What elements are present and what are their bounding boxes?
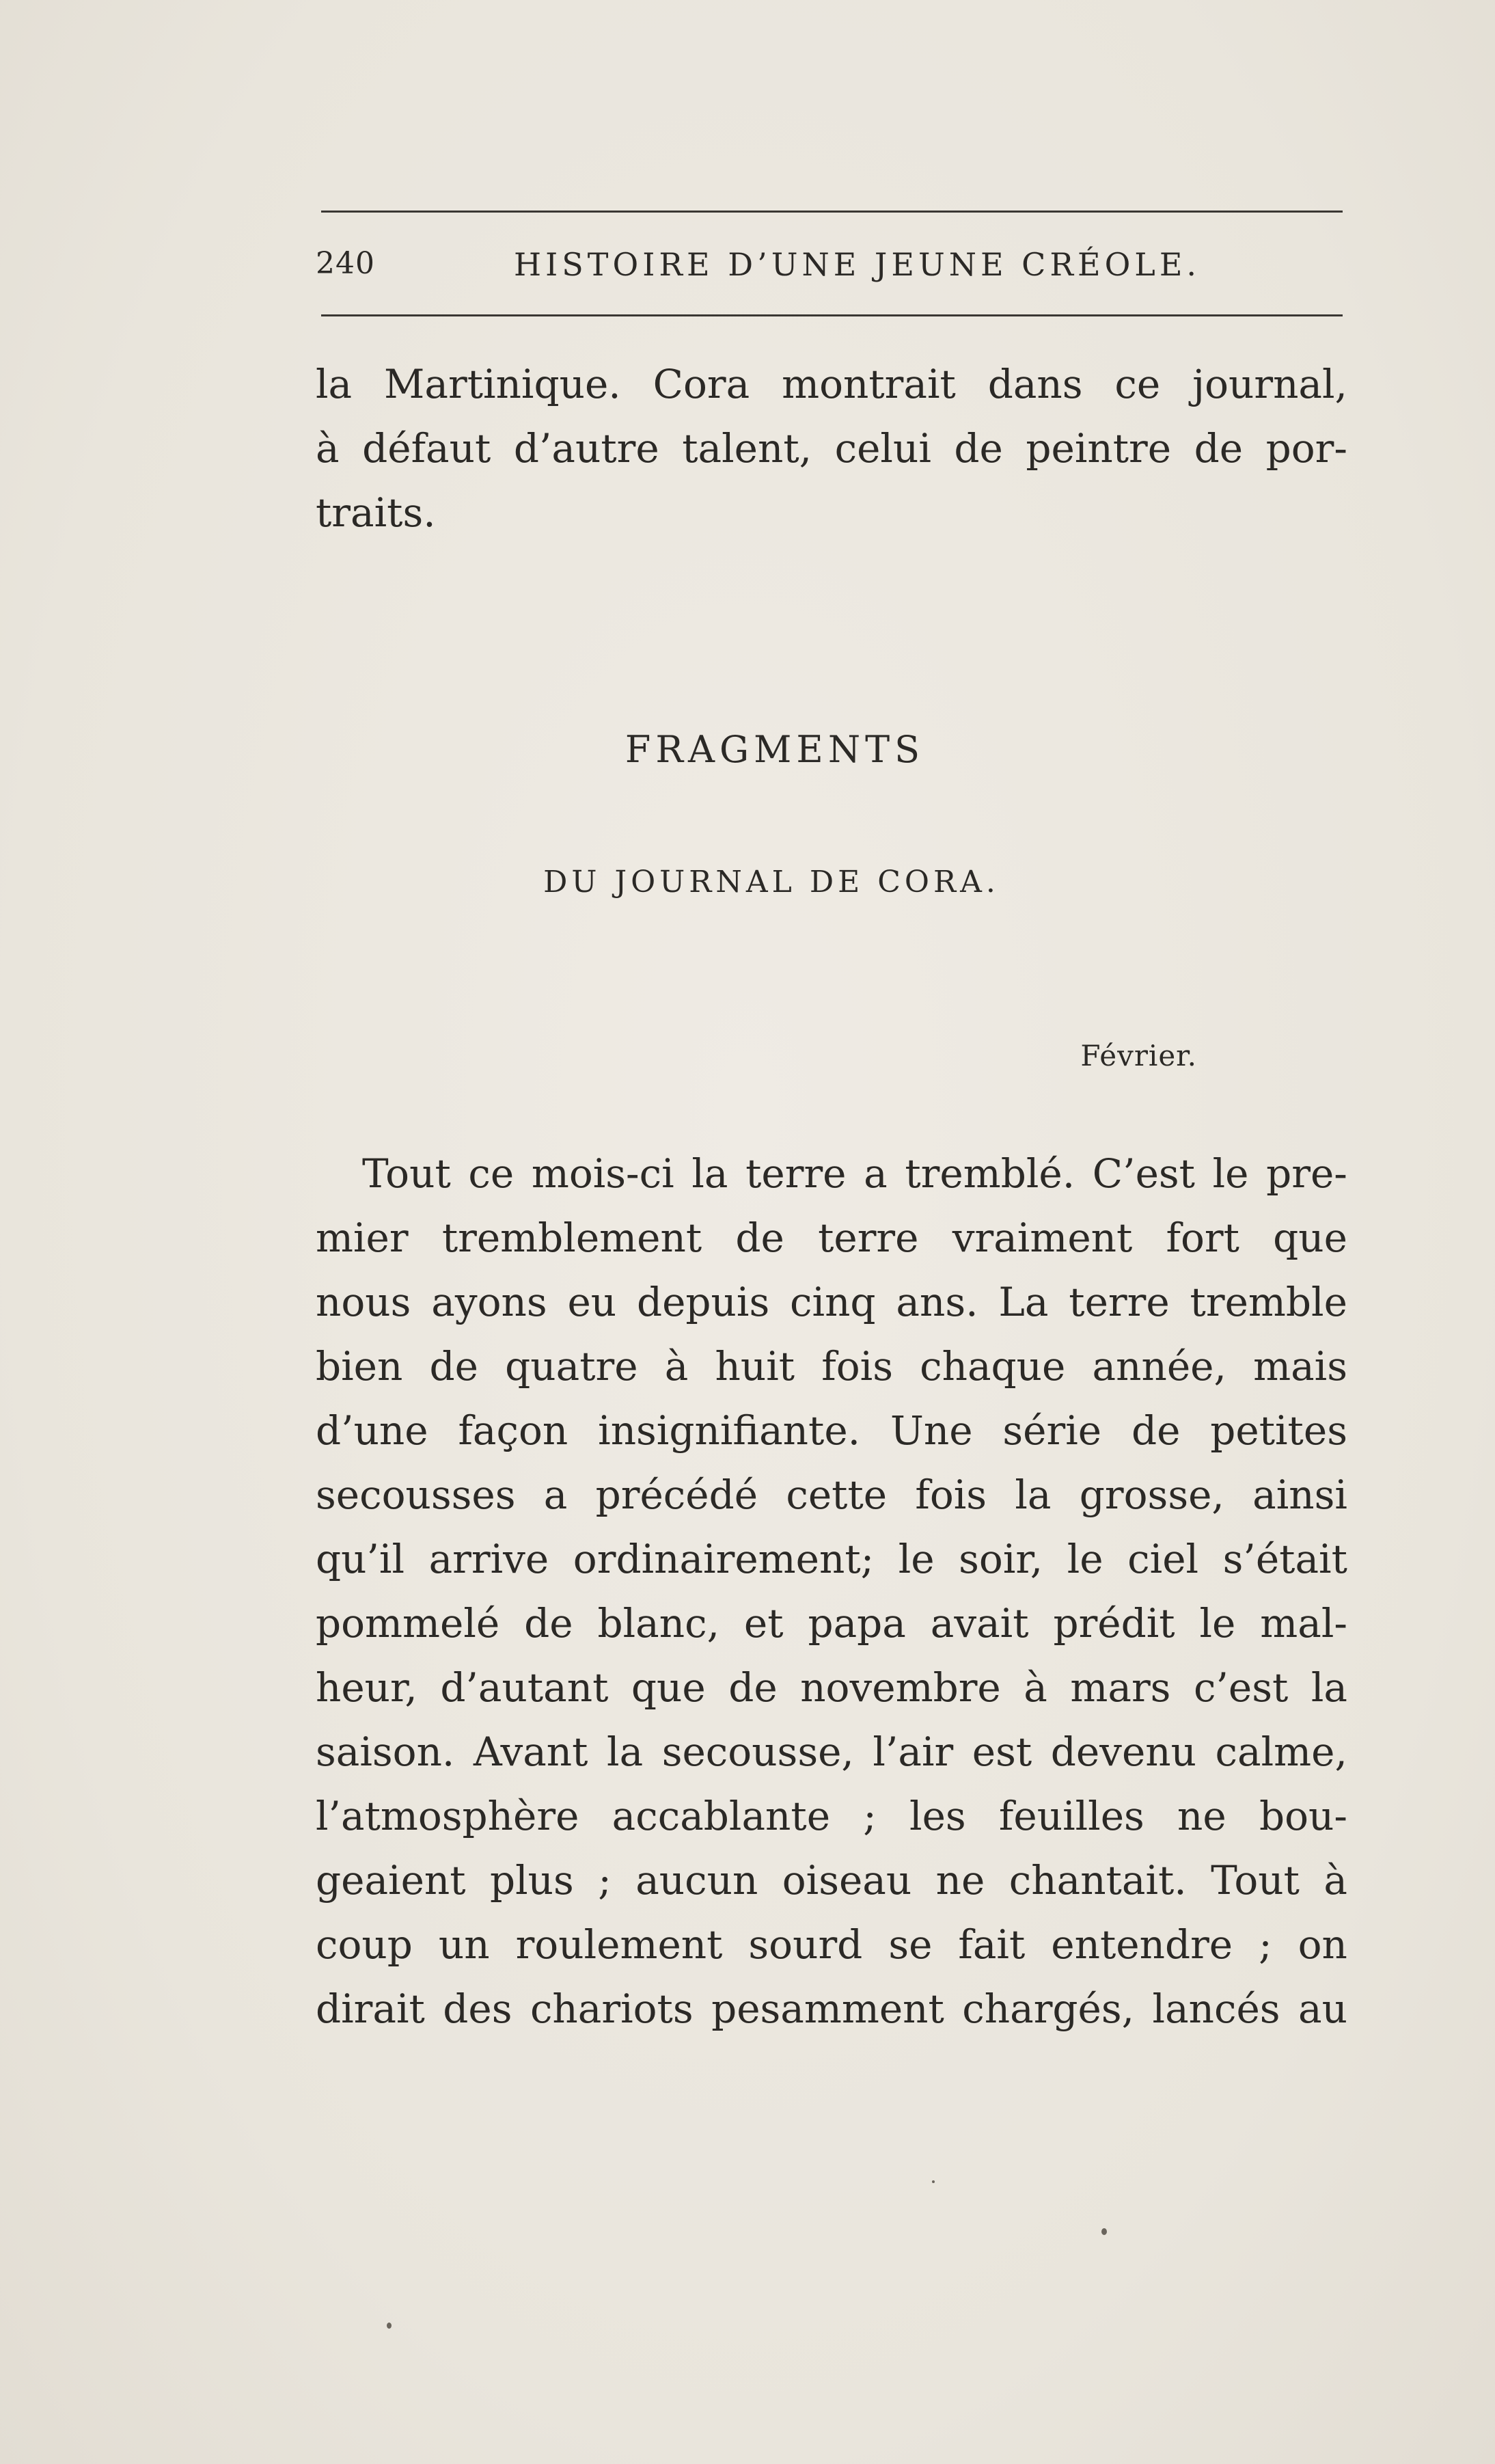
running-head-title: HISTOIRE D’UNE JEUNE CRÉOLE. — [514, 246, 1201, 283]
paper-speck — [1101, 2228, 1107, 2235]
journal-entry-paragraph — [316, 1141, 1347, 2041]
text-line: nous ayons eu depuis cinq ans. La terre tremble — [316, 1279, 1347, 1325]
text-line: geaient plus ; aucun oiseau ne chantait. Tout à — [316, 1857, 1347, 1904]
text-line: secousses a précédé cette fois la grosse, ainsi — [316, 1472, 1347, 1518]
section-subtitle: DU JOURNAL DE CORA. — [543, 865, 1000, 899]
text-line: d’une façon insignifiante. Une série de petites — [316, 1407, 1347, 1454]
text-line: qu’il arrive ordinairement; le soir, le ciel s’était — [316, 1536, 1347, 1582]
text-line: mier tremblement de terre vraiment fort que — [316, 1215, 1347, 1261]
page-number: 240 — [316, 246, 375, 281]
intro-paragraph — [316, 352, 1347, 545]
header-top-rule — [321, 211, 1343, 213]
header-bottom-rule — [321, 314, 1343, 316]
section-title: FRAGMENTS — [625, 728, 925, 771]
text-line: l’atmosphère accablante ; les feuilles ne bou- — [316, 1793, 1347, 1839]
running-head — [316, 232, 1343, 301]
entry-date: Février. — [1080, 1039, 1197, 1072]
paper-speck — [387, 2323, 392, 2329]
text-line: traits. — [316, 489, 436, 536]
text-line: saison. Avant la secousse, l’air est devenu calme, — [316, 1729, 1347, 1775]
text-line: coup un roulement sourd se fait entendre ; on — [316, 1921, 1347, 1968]
text-line: pommelé de blanc, et papa avait prédit le mal- — [316, 1600, 1347, 1647]
paper-speck — [932, 2180, 935, 2183]
text-line: bien de quatre à huit fois chaque année, mais — [316, 1343, 1347, 1390]
text-line: dirait des chariots pesamment chargés, lancés au — [316, 1986, 1347, 2032]
text-line: la Martinique. Cora montrait dans ce journal, — [316, 361, 1347, 407]
text-line: Tout ce mois-ci la terre a tremblé. C’est le pre- — [362, 1150, 1347, 1197]
text-line: heur, d’autant que de novembre à mars c’est la — [316, 1664, 1347, 1711]
text-line: à défaut d’autre talent, celui de peintre de por- — [316, 425, 1347, 472]
